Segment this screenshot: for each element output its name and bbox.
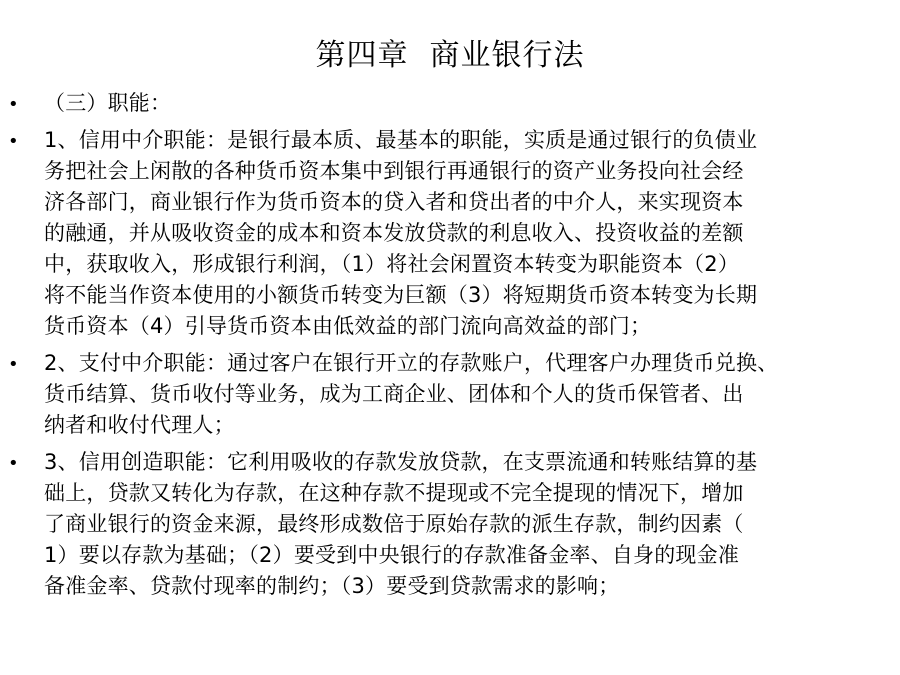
bullet-line: （三）职能： [44,91,172,115]
bullet-line: 3、信用创造职能：它利用吸收的存款发放贷款，在支票流通和转账结算的基 [44,450,758,474]
bullet-line: 济各部门，商业银行作为货币资本的贷入者和贷出者的中介人，来实现资本 [44,190,744,214]
bullet-line: 纳者和收付代理人； [44,413,235,437]
bullet-line: 1、信用中介职能：是银行最本质、最基本的职能，实质是通过银行的负债业 [44,128,758,152]
bullet-list [0,88,900,608]
bullet-line: 1）要以存款为基础；（2）要受到中央银行的存款准备金率、自身的现金准 [44,543,740,567]
bullet-line: 的融通，并从吸收资金的成本和资本发放贷款的利息收入、投资收益的差额 [44,221,744,245]
bullet-line: 础上，贷款又转化为存款，在这种存款不提现或不完全提现的情况下，增加 [44,481,744,505]
bullet-line: 将不能当作资本使用的小额货币转变为巨额（3）将短期货币资本转变为长期 [44,283,758,307]
bullet-line: 货币结算、货币收付等业务，成为工商企业、团体和个人的货币保管者、出 [44,382,744,406]
slide-title: 第四章 商业银行法 [315,38,585,73]
bullet-item [0,88,900,119]
bullet-line: 中，获取收入，形成银行利润，（1）将社会闲置资本转变为职能资本（2） [44,252,740,276]
bullet-dot-icon: • [8,94,19,115]
bullet-item [0,348,900,441]
bullet-dot-icon: • [8,453,19,474]
bullet-line: 了商业银行的资金来源，最终形成数倍于原始存款的派生存款，制约因素（ [44,512,744,536]
bullet-line: 备准金率、贷款付现率的制约；（3）要受到贷款需求的影响； [44,574,620,598]
bullet-line: 务把社会上闲散的各种货币资本集中到银行再通银行的资产业务投向社会经 [44,159,744,183]
bullet-line: 2、支付中介职能：通过客户在银行开立的存款账户，代理客户办理货币兑换、 [44,351,779,375]
bullet-line: 货币资本（4）引导货币资本由低效益的部门流向高效益的部门； [44,314,652,338]
bullet-dot-icon: • [8,354,19,375]
bullet-item [0,447,900,602]
bullet-item [0,125,900,342]
bullet-dot-icon: • [8,131,19,152]
